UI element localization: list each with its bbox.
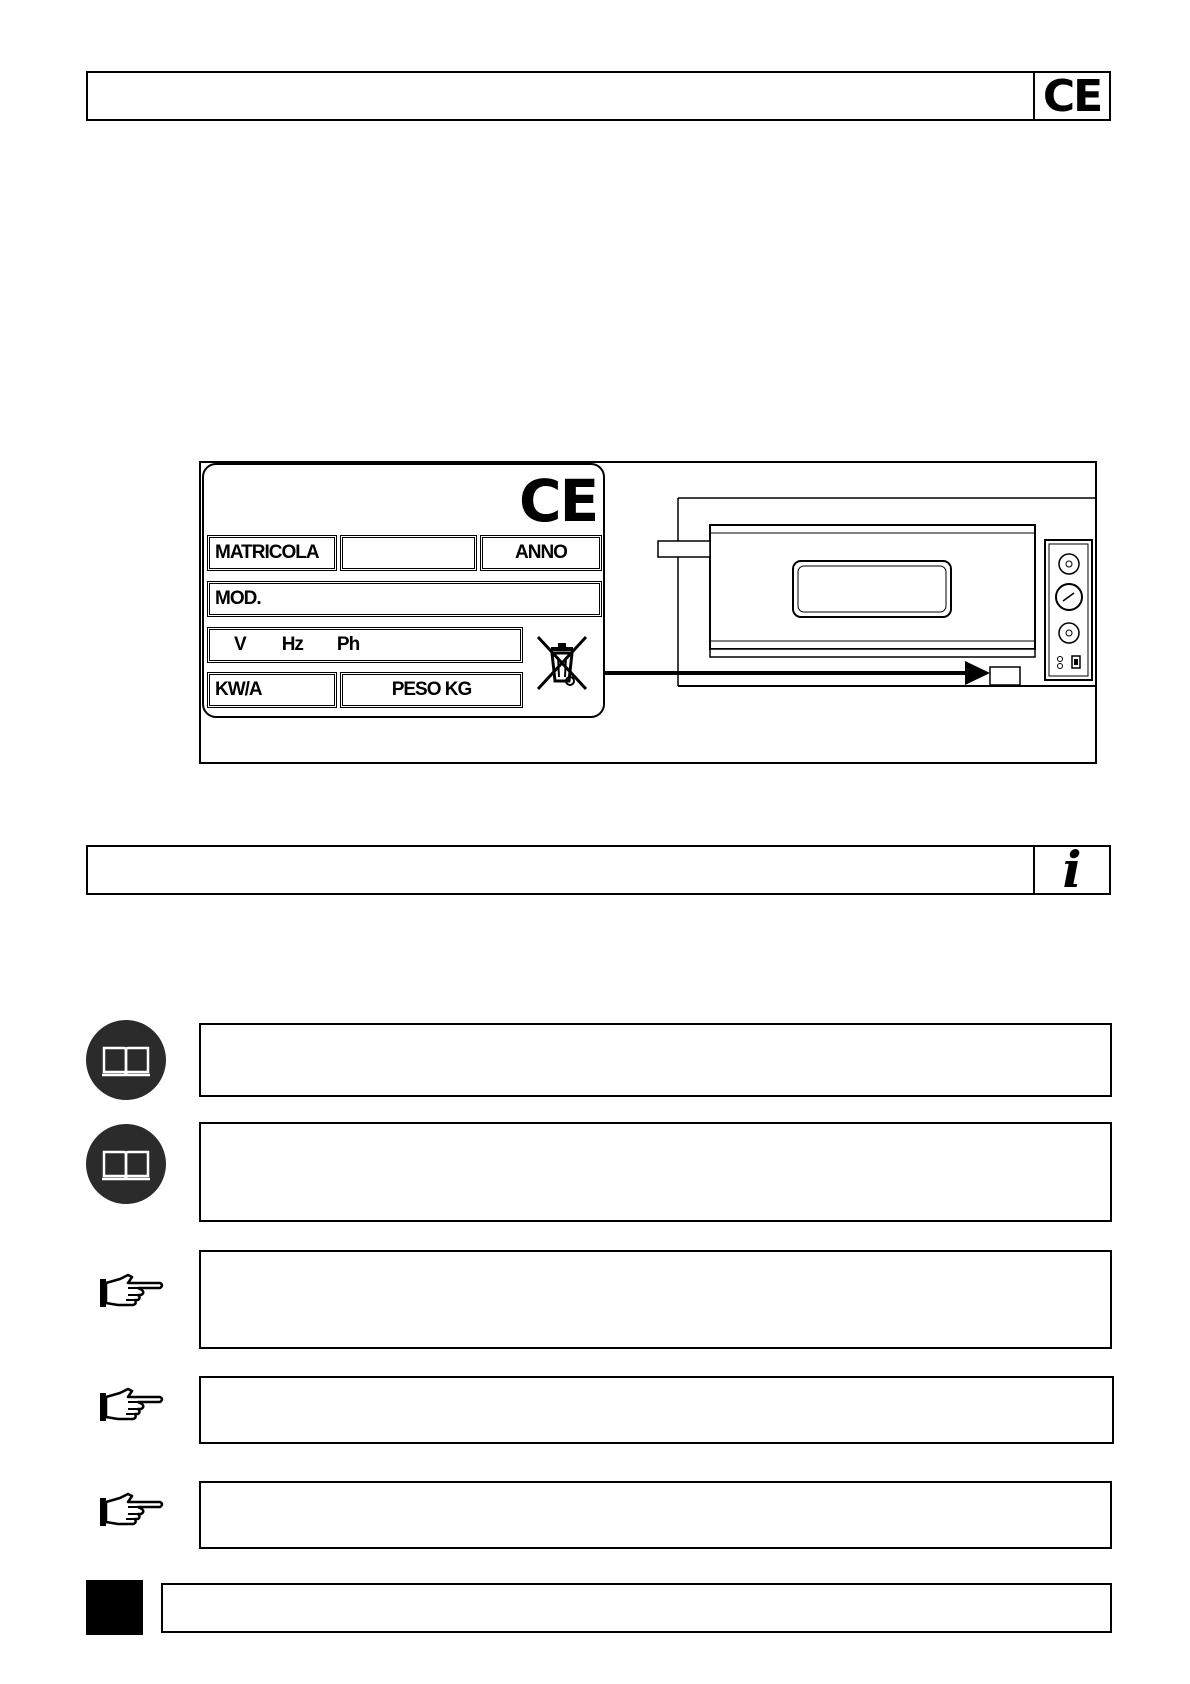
mod-label [207,581,602,617]
peso-label [340,672,523,708]
section-header-bar-info [86,840,1111,899]
note-box-5 [199,1481,1112,1549]
page-number-block [86,1580,143,1635]
book-icon [86,1124,166,1204]
section-header-bar-ce [86,71,1111,121]
kwa-label-text: KW/A [215,679,262,700]
kwa-label [207,672,337,708]
matricola-value-field [340,535,477,571]
peso-label-text: PESO KG [391,679,472,700]
hertz-label: Hz [281,634,303,655]
pointing-hand-icon [98,1273,168,1313]
anno-label [480,535,602,571]
anno-label-text: ANNO [515,542,567,563]
info-mark-cell [1033,840,1109,899]
ce-mark-icon: CE [1042,70,1102,122]
pointing-hand-icon [98,1387,168,1427]
note-box-2 [199,1122,1112,1222]
matricola-label [207,535,337,571]
rating-plate [202,463,605,718]
info-icon: i [1062,840,1082,899]
crossed-out-bin-icon [534,633,590,693]
ce-mark-cell [1033,70,1109,122]
footer-bar [161,1583,1112,1633]
plate-ce-mark: CE [519,467,598,535]
matricola-label-text: MATRICOLA [215,542,319,563]
phase-label: Ph [336,634,360,655]
note-box-4 [199,1376,1114,1444]
pointing-hand-icon [98,1492,168,1532]
mod-label-text: MOD. [215,588,261,609]
note-box-1 [199,1023,1112,1097]
volt-label: V [234,634,246,655]
pizza-oven-icon [605,463,1095,763]
book-icon [86,1020,166,1100]
note-box-3 [199,1250,1112,1349]
electrical-row [207,627,523,663]
